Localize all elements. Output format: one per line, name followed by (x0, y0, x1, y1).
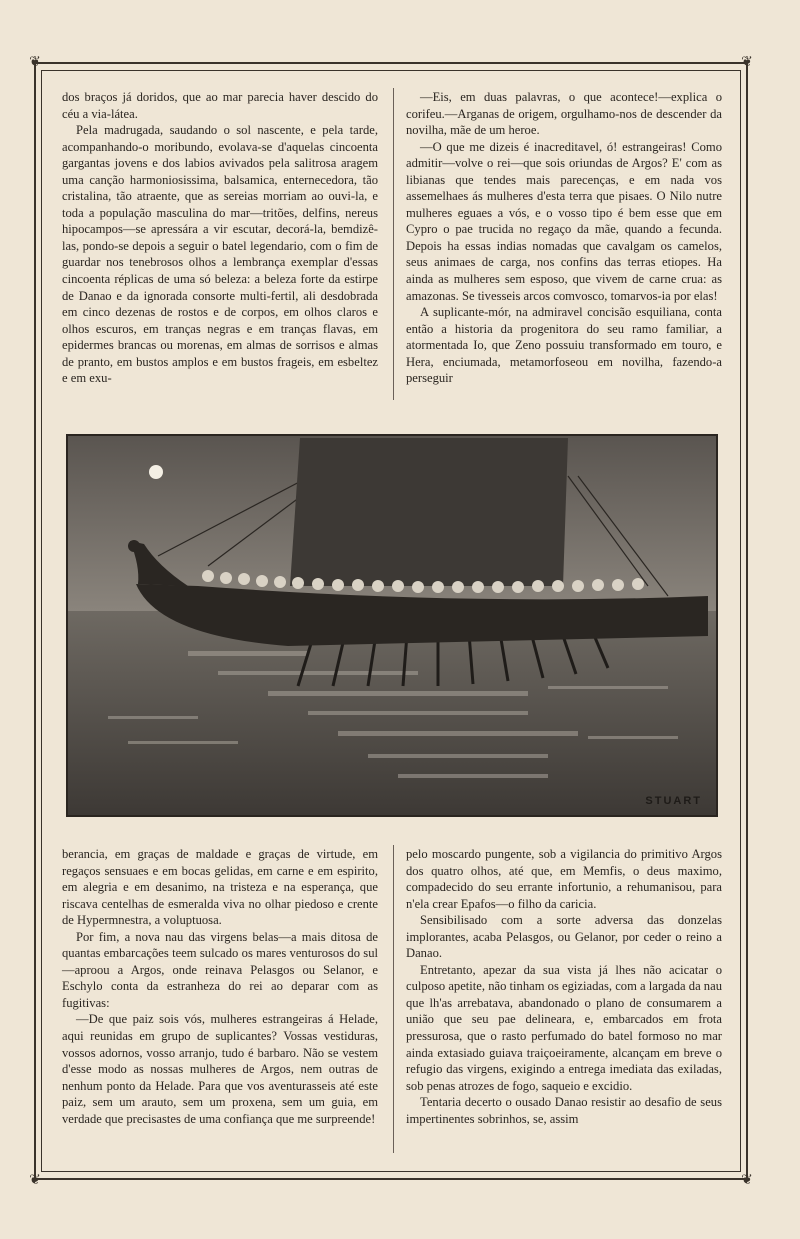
paragraph: Por fim, a nova nau das virgens belas—a mais ditosa de quantas embarcações teem sulcado os mares venturosos do sul—aproou a Argos, onde reinava Pelasgos ou Selanor, e Eschylo conta da estranheza do rei ao deparar com as fugitivas: (62, 929, 378, 1010)
text-column-top-right (406, 89, 722, 387)
text-column-bottom-left (62, 846, 378, 1127)
paragraph: Sensibilisado com a sorte adversa das donzelas implorantes, acaba Pelasgos, ou Gelanor, por ceder o reino a Danao. (406, 913, 722, 961)
paragraph: berancia, em graças de maldade e graças de virtude, em regaços sensuaes e em bocas gelidas, em carne e em espirito, em alegria e em desanimo, na tristeza e na esperança, que riscava centelhas de esmeralda viva no olhar piedoso e crente de Hypermnestra, a voluptuosa. (62, 847, 378, 928)
paragraph: A suplicante-mór, na admiravel concisão esquiliana, conta então a historia da progenitora do seu ramo familiar, a atormentada Io, que Zeno possuiu transformado em touro, e Hera, enciumada, metamorfoseou em novilha, fazendo-a perseguir (406, 305, 722, 386)
corner-ornament-icon: ❦ (741, 1173, 753, 1188)
ship-at-night-image (68, 436, 716, 815)
paragraph: Pela madrugada, saudando o sol nascente, e pela tarde, acompanhando-o moribundo, evolava-se d'aquelas cincoenta gargantas jovens e dos labios avivados pela salitrosa aragem uma canção harmoniosissima, balsamica, enternecedora, tão cristalina, tão atraente, que as sereias morriam ao ouvi-la, e toda a população masculina do mar—tritões, delfins, nereus hipocampos—se apressára a vir escutar, decorá-la, bemdizê-las, pondo-se depois a seguir o batel legendario, com o fim de guardar nos tenebrosos olhos a lembrança exemplar d'essas cincoenta réplicas de uma só beleza: a beleza forte da estirpe de Danao e da ignorada consorte multi-fertil, ali desdobrada em cinco dezenas de rostos e de corpos, em olhos claros e olhos escuros, em tranças negras e em tranças flavas, em epidermes brancas ou morenas, em almas de sorrisos e almas de pranto, em bustos amplos e em bustos frageis, em esbeltez e em exu- (62, 123, 378, 386)
corner-ornament-icon: ❦ (29, 55, 41, 70)
paragraph: Tentaria decerto o ousado Danao resistir ao desafio de seus impertinentes sobrinhos, se, assim (406, 1095, 722, 1126)
column-divider (393, 88, 394, 400)
column-divider (393, 845, 394, 1153)
paragraph: —De que paiz sois vós, mulheres estrangeiras á Helade, aqui reunidas em grupo de suplicantes? Vossas vestiduras, vossos adornos, vosso arranjo, tudo é barbaro. Não se vestem d'esse modo as nossas mulheres de Argos, nem outras de nenhum ponto da Helade. Para que vos aventurasseis até este paiz, sem um arauto, sem um proxena, sem um guia, em verdade que precisastes de uma confiança que me surpreende! (62, 1012, 378, 1126)
artist-signature: STUART (645, 795, 702, 807)
text-column-top-left (62, 89, 378, 387)
paragraph: Entretanto, apezar da sua vista já lhes não acicatar o culposo apetite, não tinham os egiziadas, com a largada da nau que lh'as arrebatava, abandonado o plano de consumarem a união que seu pae delineara, e, embarcados em frota pressurosa, que o rasto perfumado do batel formoso no mar ainda extasiado guiava traiçoeiramente, alcançam em breve o refugio das virgens, exigindo a entrega imediata das exiladas, sob penas atrozes de fogo, saqueio e excidio. (406, 962, 722, 1093)
paragraph: dos braços já doridos, que ao mar parecia haver descido do céu a via-látea. (62, 90, 378, 121)
paragraph: —Eis, em duas palavras, o que acontece!—explica o corifeu.—Arganas de origem, orgulhamo-nos de descender da novilha, mãe de um heroe. (406, 90, 722, 138)
ship-illustration (66, 434, 718, 817)
paragraph: —O que me dizeis é inacreditavel, ó! estrangeiras! Como admitir—volve o rei—que sois oriundas de Argos? E' com as libianas que tendes mais parecenças, e em nada vos assemelhaes ás mulheres d'esta terra que pisaes. O Nilo nutre mulheres eguaes a vós, e o vosso tipo é bem esse que em Cypro o pae trucida no regaço da mãe, quando a fecunda. Depois ha essas indias nomadas que cavalgam os camelos, seus animaes de carga, nos confins das terras etiopes. Ha ainda as mulheres sem esposo, que vivem de carne crua: as amazonas. Se tivesseis arcos comvosco, tomarvos-ia por elas! (406, 139, 722, 303)
paragraph: pelo moscardo pungente, sob a vigilancia do primitivo Argos dos quatro olhos, até que, em Memfis, o deus maximo, compadecido do seu errante infortunio, a rehumanisou, para n'ela crear Epafos—o filho da caricia. (406, 847, 722, 911)
corner-ornament-icon: ❦ (741, 55, 753, 70)
corner-ornament-icon: ❦ (29, 1173, 41, 1188)
text-column-bottom-right (406, 846, 722, 1127)
